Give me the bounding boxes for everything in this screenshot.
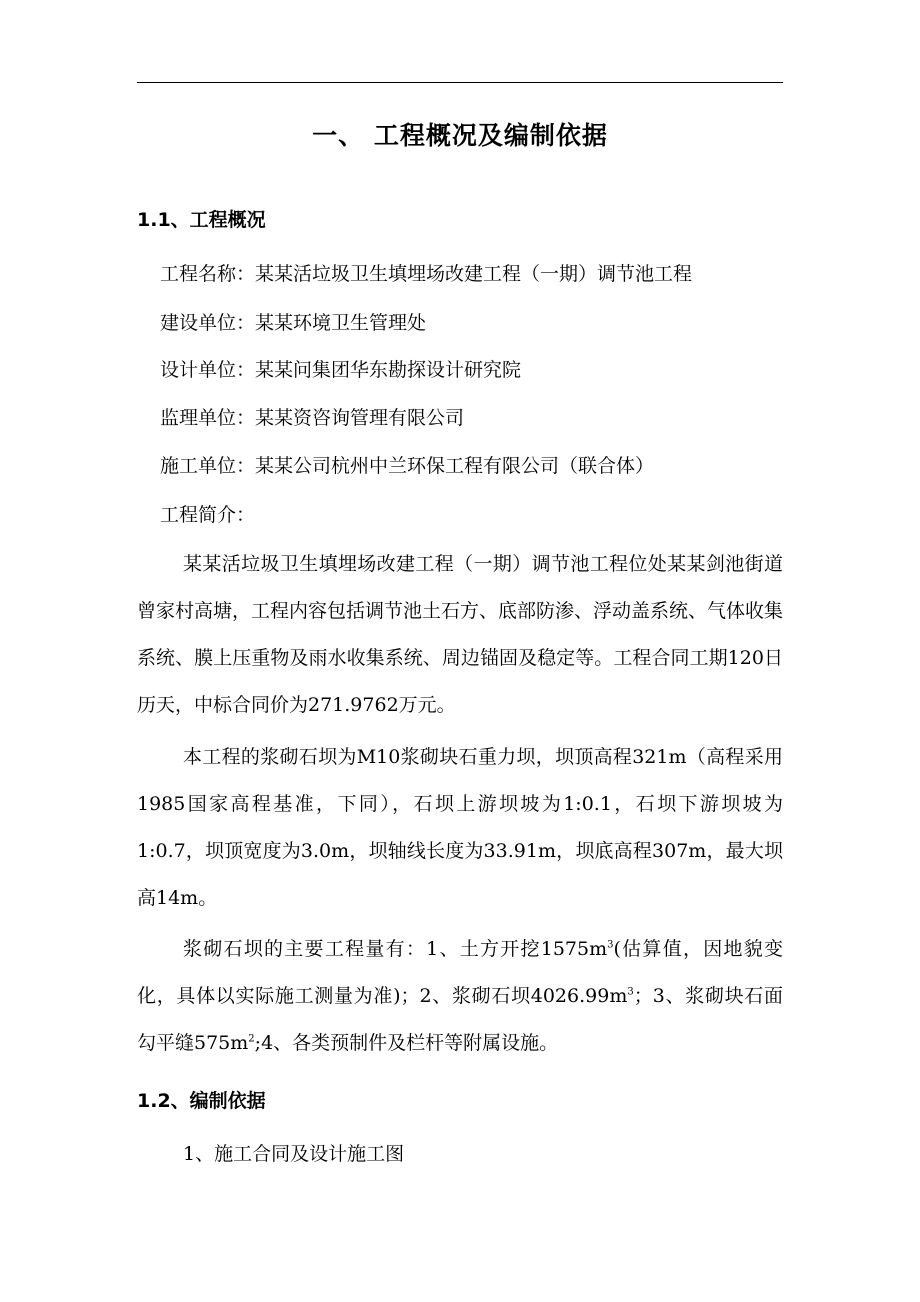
section-heading-basis: 1.2、编制依据 xyxy=(137,1090,266,1112)
contractor-line: 施工单位：某某公司杭州中兰环保工程有限公司（联合体） xyxy=(160,455,655,477)
p3-text-1: 浆砌石坝的主要工程量有：1、土方开挖1575m xyxy=(183,938,608,960)
intro-paragraph-2: 本工程的浆砌石坝为M10浆砌块石重力坝，坝顶高程321m（高程采用1985国家高程基准，下同），石坝上游坝坡为1:0.1，石坝下游坝坡为1:0.7，坝顶宽度为3.0m，坝轴线长度为33.91m，坝底高程307m，最大坝高14m。 xyxy=(137,746,783,909)
p3-text-4: ;4、各类预制件及栏杆等附属设施。 xyxy=(254,1032,559,1054)
intro-paragraph-3 xyxy=(137,926,783,1067)
header-rule xyxy=(137,82,783,83)
page-title: 一、 工程概况及编制依据 xyxy=(312,121,608,150)
project-name-line: 工程名称：某某活垃圾卫生填埋场改建工程（一期）调节池工程 xyxy=(160,263,693,285)
intro-paragraph-1: 某某活垃圾卫生填埋场改建工程（一期）调节池工程位处某某剑池街道曾家村高塘，工程内容包括调节池土石方、底部防渗、浮动盖系统、气体收集系统、膜上压重物及雨水收集系统、周边锚固及稳定等。工程合同工期120日历天，中标合同价为271.9762万元。 xyxy=(137,553,784,716)
owner-line: 建设单位：某某环境卫生管理处 xyxy=(160,312,427,334)
p3-sup-3: 2 xyxy=(248,1033,255,1045)
p3-sup-2: 3 xyxy=(627,986,634,998)
basis-list-item: 1、施工合同及设计施工图 xyxy=(183,1143,405,1165)
supervisor-line: 监理单位：某某资咨询管理有限公司 xyxy=(160,407,465,429)
designer-line: 设计单位：某某问集团华东勘探设计研究院 xyxy=(160,359,522,381)
p3-text-2: (估算值，因地貌变化，具体以实际施工测量为准)；2、浆砌石坝4026.99m xyxy=(137,938,783,1007)
intro-label: 工程简介： xyxy=(160,504,256,526)
p3-text-3: ；3、浆砌块石面勾平缝575m xyxy=(137,985,783,1054)
section-heading-overview: 1.1、工程概况 xyxy=(137,209,266,231)
p3-sup-1: 3 xyxy=(607,939,614,951)
